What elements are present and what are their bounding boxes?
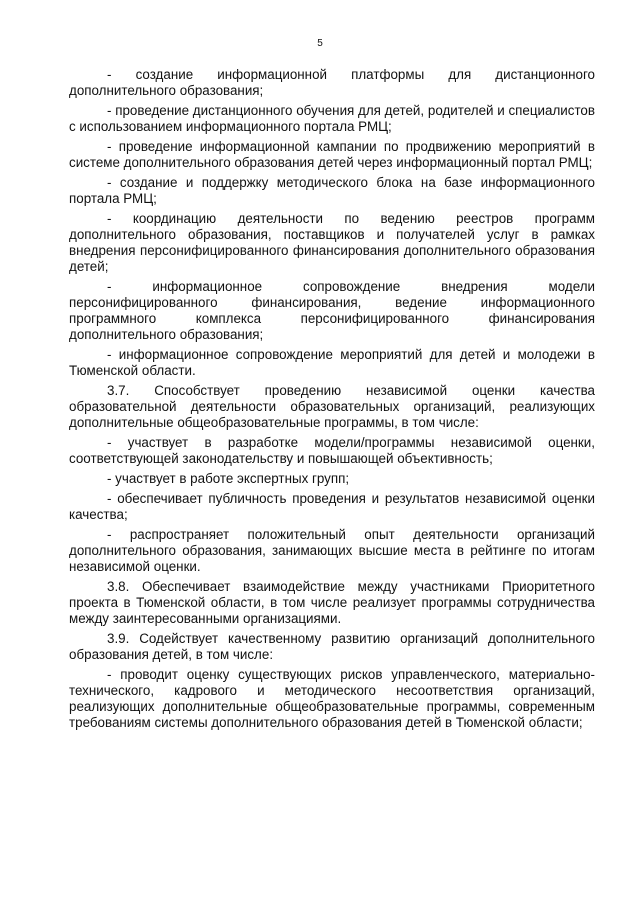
paragraph: - информационное сопровождение мероприятий для детей и молодежи в Тюменской области. (69, 347, 595, 378)
page-number: 5 (317, 38, 323, 49)
paragraph: - проведение дистанционного обучения для детей, родителей и специалистов с использованием информационного портала РМЦ; (69, 103, 595, 134)
paragraph: - информационное сопровождение внедрения модели персонифицированного финансирования, ведение информационного программного комплекса персонифицированного финансирования дополнительного образования; (69, 279, 595, 342)
section-paragraph-3-8: 3.8. Обеспечивает взаимодействие между участниками Приоритетного проекта в Тюменской области, в том числе реализует программы сотрудничества между заинтересованными организациями. (69, 579, 595, 626)
paragraph: - проводит оценку существующих рисков управленческого, материально-технического, кадрового и методического несоответствия организаций, реализующих дополнительные общеобразовательные программы, современным требованиям системы дополнительного образования детей в Тюменской области; (69, 667, 595, 730)
paragraph: - создание и поддержку методического блока на базе информационного портала РМЦ; (69, 175, 595, 206)
section-paragraph-3-7: 3.7. Способствует проведению независимой оценки качества образовательной деятельности образовательных организаций, реализующих дополнительные общеобразовательные программы, в том числе: (69, 383, 595, 430)
paragraph: - координацию деятельности по ведению реестров программ дополнительного образования, поставщиков и получателей услуг в рамках внедрения персонифицированного финансирования дополнительного образования детей; (69, 211, 595, 274)
paragraph: - участвует в работе экспертных групп; (107, 471, 350, 486)
section-paragraph-3-9: 3.9. Содействует качественному развитию организаций дополнительного образования детей, в том числе: (69, 631, 595, 662)
paragraph: - создание информационной платформы для дистанционного дополнительного образования; (69, 67, 595, 98)
paragraph: - распространяет положительный опыт деятельности организаций дополнительного образования, занимающих высшие места в рейтинге по итогам независимой оценки. (69, 527, 595, 574)
paragraph: - участвует в разработке модели/программы независимой оценки, соответствующей законодательству и повышающей объективность; (69, 435, 595, 466)
paragraph: - проведение информационной кампании по продвижению мероприятий в системе дополнительного образования детей через информационный портал РМЦ; (69, 139, 595, 170)
document-body (69, 67, 595, 735)
paragraph: - обеспечивает публичность проведения и результатов независимой оценки качества; (69, 491, 595, 522)
